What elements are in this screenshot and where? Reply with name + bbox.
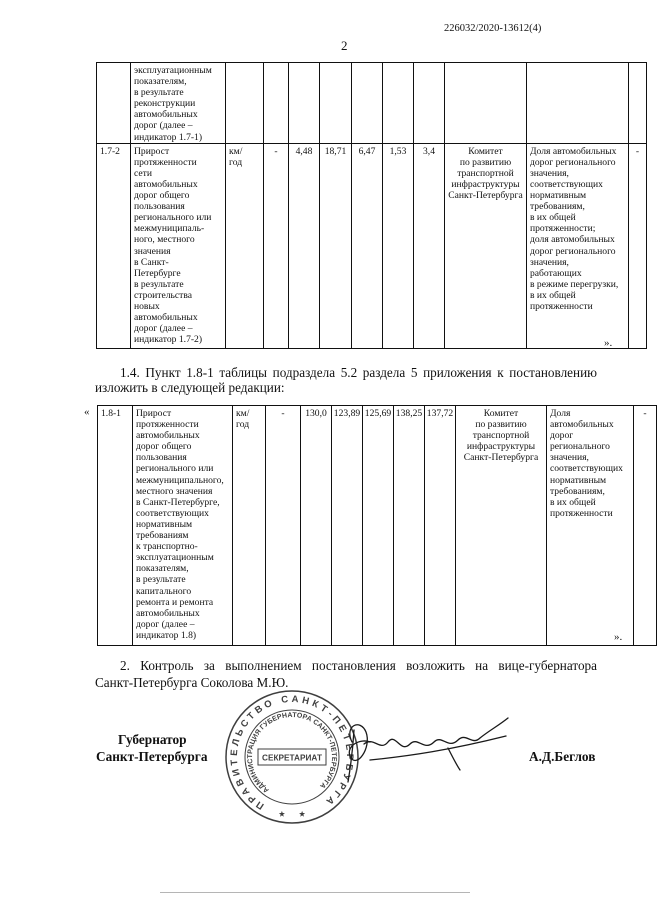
closing-quote: ». <box>614 631 623 643</box>
unit-cell: км/ год <box>233 406 266 646</box>
table-row <box>97 63 647 144</box>
paragraph-line: 2. Контроль за выполнением постановления возложить на вице-губернатора <box>120 658 597 673</box>
target-value-cell: 123,89 <box>332 406 363 646</box>
indicator-description-cell: Прирост протяженности автомобильных дорог общего пользования регионального или межмуниципального, местного значения в Санкт-Петербурге, соответствующих нормативным требованиям к транспортно- эксплуатационным показателям, в результате капитального ремонта и ремонта автомобильных дорог (далее – индикатор 1.8) <box>133 406 233 646</box>
seal-star-icon <box>299 811 305 817</box>
opening-quote: « <box>84 406 90 418</box>
paragraph-line: Санкт-Петербурга Соколова М.Ю. <box>95 675 289 690</box>
closing-quote: ». <box>604 337 613 349</box>
target-value-cell: 4,48 <box>289 143 320 348</box>
indicator-1-8-1-table <box>97 405 657 646</box>
signatory-position: Губернатор <box>118 732 187 747</box>
responsible-executor-cell: Комитет по развитию транспортной инфраструктуры Санкт-Петербурга <box>456 406 547 646</box>
footer-divider <box>160 892 470 893</box>
target-value-cell: 3,4 <box>414 143 445 348</box>
indicator-number-cell <box>97 63 131 144</box>
target-value-cell <box>414 63 445 144</box>
document-registration-number: 226032/2020-13612(4) <box>444 23 542 34</box>
target-value-cell: 18,71 <box>320 143 352 348</box>
note-cell: - <box>629 143 647 348</box>
seal-star-icon <box>279 811 285 817</box>
target-indicator-cell: Доля автомобильных дорог регионального значения, соответствующих нормативным требованиям, в их общей протяженности <box>547 406 634 646</box>
signature-stroke <box>448 748 460 770</box>
note-cell: - <box>634 406 657 646</box>
indicator-number-cell: 1.8-1 <box>98 406 133 646</box>
target-indicator-cell <box>527 63 629 144</box>
table-row <box>97 143 647 348</box>
indicators-table-continued <box>96 62 647 349</box>
target-value-cell: 130,0 <box>301 406 332 646</box>
target-value-cell <box>383 63 414 144</box>
signature-stroke <box>364 718 508 747</box>
target-value-cell <box>352 63 383 144</box>
base-value-cell: - <box>264 143 289 348</box>
paragraph-line: 1.4. Пункт 1.8-1 таблицы подраздела 5.2 раздела 5 приложения к постановлению <box>120 365 597 380</box>
table-body <box>98 406 657 646</box>
indicator-description-cell: Прирост протяженности сети автомобильных дорог общего пользования регионального или межмуниципаль- ного, местного значения в Санкт- Петербурге в результате строительства новых автомобильных дорог (далее – индикатор 1.7-2) <box>131 143 226 348</box>
target-value-cell: 1,53 <box>383 143 414 348</box>
target-value-cell: 138,25 <box>394 406 425 646</box>
note-cell <box>629 63 647 144</box>
signatory-position-city: Санкт-Петербурга <box>96 749 208 764</box>
unit-cell <box>226 63 264 144</box>
seal-outer-text-path: ПРАВИТЕЛЬСТВО САНКТ-ПЕТЕРБУРГА <box>228 693 356 812</box>
table-row <box>98 406 657 646</box>
target-value-cell: 137,72 <box>425 406 456 646</box>
indicator-number-cell: 1.7-2 <box>97 143 131 348</box>
indicator-description-cell: эксплуатационным показателям, в результате реконструкции автомобильных дорог (далее – индикатор 1.7-1) <box>131 63 226 144</box>
target-value-cell: 125,69 <box>363 406 394 646</box>
responsible-executor-cell: Комитет по развитию транспортной инфраструктуры Санкт-Петербурга <box>445 143 527 348</box>
responsible-executor-cell <box>445 63 527 144</box>
target-value-cell: 6,47 <box>352 143 383 348</box>
paragraph-line: изложить в следующей редакции: <box>95 380 285 395</box>
page-number: 2 <box>341 38 348 53</box>
table-body <box>97 63 647 349</box>
seal-inner-text-path: АДМИНИСТРАЦИЯ ГУБЕРНАТОРА САНКТ-ПЕТЕРБУРГА <box>246 711 338 794</box>
signatory-name: А.Д.Беглов <box>529 749 596 764</box>
target-value-cell <box>289 63 320 144</box>
handwritten-signature <box>330 712 520 792</box>
base-value-cell <box>264 63 289 144</box>
target-value-cell <box>320 63 352 144</box>
unit-cell: км/ год <box>226 143 264 348</box>
base-value-cell: - <box>266 406 301 646</box>
seal-center-text: СЕКРЕТАРИАТ <box>262 752 323 763</box>
target-indicator-cell: Доля автомобильных дорог регионального значения, соответствующих нормативным требованиям, в их общей протяженности; доля автомобильных дорог регионального значения, работающих в режиме перегрузки, в их общей протяженности <box>527 143 629 348</box>
